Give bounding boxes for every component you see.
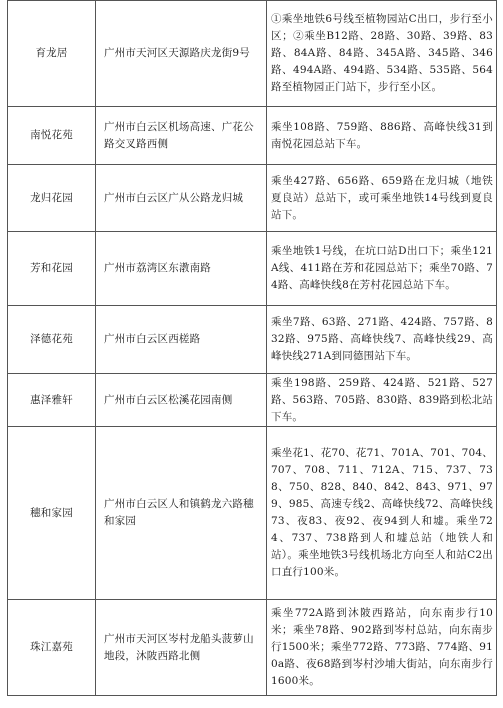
table-row (8, 306, 497, 374)
table-row (8, 600, 497, 696)
estate-name: 惠泽雅轩 (8, 374, 96, 427)
transit-route: 乘坐7路、63路、271路、424路、757路、832路、975路、高峰快线7、高峰快线29、高峰快线271A到同德围站下车。 (267, 306, 497, 374)
table-row (8, 165, 497, 232)
estate-address: 广州市天河区天源路庆龙街9号 (96, 1, 267, 107)
estate-address: 广州市天河区岑村龙船头菠萝山地段，沐陂西路北侧 (96, 600, 267, 696)
transit-route: 乘坐花1、花70、花71、701A、701、704、707、708、711、712A、715、737、738、750、828、840、842、843、971、979、985、高速专线2、高峰快线72、高峰快线73、夜83、夜92、夜94到人和墟。乘坐724、737、738路到人和墟总站（地铁人和站）。乘坐地铁3号线机场北方向至人和站C2出口直行100米。 (267, 427, 497, 600)
estate-address: 广州市白云区西槎路 (96, 306, 267, 374)
transit-route: 乘坐198路、259路、424路、521路、527路、563路、705路、830路、839路到松北站下车。 (267, 374, 497, 427)
transit-route: ①乘坐地铁6号线至植物园站C出口，步行至小区；②乘坐B12路、28路、30路、39路、83路、84A路、84路、345A路、345路、346路、494A路、494路、534路、535路、564路至植物园正门站下，步行至小区。 (267, 1, 497, 107)
table-row (8, 427, 497, 600)
estate-name: 育龙居 (8, 1, 96, 107)
transit-route: 乘坐772A路到沐陂西路站，向东南步行10米；乘坐78路、902路到岑村总站，向东南步行1500米；乘坐772路、773路、774路、910a路、夜68路到岑村沙埔大街站，向东南步行1600米。 (267, 600, 497, 696)
estate-name: 南悦花苑 (8, 107, 96, 165)
estate-address: 广州市荔湾区东漖南路 (96, 232, 267, 306)
estate-address: 广州市白云区人和镇鹤龙六路穗和家园 (96, 427, 267, 600)
estate-address: 广州市白云区松溪花园南侧 (96, 374, 267, 427)
table-row (8, 1, 497, 107)
estate-name: 泽德花苑 (8, 306, 96, 374)
estate-address: 广州市白云区广从公路龙归城 (96, 165, 267, 232)
estate-name: 龙归花园 (8, 165, 96, 232)
transit-route: 乘坐108路、759路、886路、高峰快线31到南悦花园总站下车。 (267, 107, 497, 165)
estate-name: 穗和家园 (8, 427, 96, 600)
transit-route: 乘坐427路、656路、659路在龙归城（地铁夏良站）总站下，或可乘坐地铁14号线到夏良站下。 (267, 165, 497, 232)
estate-address: 广州市白云区机场高速、广花公路交叉路西侧 (96, 107, 267, 165)
estate-name: 芳和花园 (8, 232, 96, 306)
transit-route: 乘坐地铁1号线，在坑口站D出口下；乘坐121A线、411路在芳和花园总站下；乘坐70路、74路、高峰快线8在芳村花园总站下车。 (267, 232, 497, 306)
table-row (8, 107, 497, 165)
table-row (8, 232, 497, 306)
estate-name: 珠江嘉苑 (8, 600, 96, 696)
housing-table (7, 0, 497, 696)
table-row (8, 374, 497, 427)
